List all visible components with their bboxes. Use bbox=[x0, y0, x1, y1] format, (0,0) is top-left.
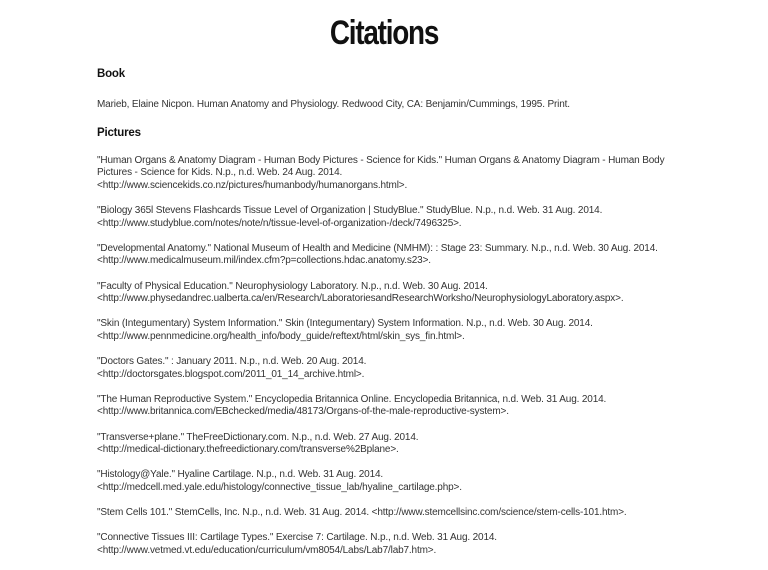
citation-text: "Skin (Integumentary) System Information." Skin (Integumentary) System Information. N.p., n.d. Web. 30 Aug. 2014. bbox=[97, 318, 593, 330]
citation-url: <http://medcell.med.yale.edu/histology/connective_tissue_lab/hyaline_cartilage.php>. bbox=[97, 482, 462, 494]
picture-citation bbox=[97, 532, 682, 557]
citations-content bbox=[97, 68, 682, 570]
citation-url: <http://www.physedandrec.ualberta.ca/en/Research/LaboratoriesandResearchWorksho/NeurophysiologyLaboratory.aspx>. bbox=[97, 293, 624, 305]
citation-text: "Developmental Anatomy." National Museum of Health and Medicine (NMHM): : Stage 23: Summary. N.p., n.d. Web. 30 Aug. 2014. <http://www.medicalmuseum.mil/index.cfm?p=collections.hdac.anatomy.s23>. bbox=[97, 242, 658, 267]
picture-citation bbox=[97, 281, 682, 306]
picture-citation bbox=[97, 243, 682, 268]
picture-citation bbox=[97, 205, 682, 230]
citation-text: "Histology@Yale." Hyaline Cartilage. N.p., n.d. Web. 31 Aug. 2014. bbox=[97, 469, 384, 481]
picture-citation bbox=[97, 356, 682, 381]
citation-url: <http://www.britannica.com/EBchecked/media/48173/Organs-of-the-male-reproductive-system>. bbox=[97, 406, 509, 418]
pictures-heading: Pictures bbox=[97, 126, 141, 139]
picture-citation bbox=[97, 318, 682, 343]
picture-citation bbox=[97, 155, 682, 193]
citation-text: "Faculty of Physical Education." Neurophysiology Laboratory. N.p., n.d. Web. 30 Aug. 2014. bbox=[97, 280, 488, 292]
citation-url: <http://medical-dictionary.thefreedictionary.com/transverse%2Bplane>. bbox=[97, 444, 399, 456]
book-citation: Marieb, Elaine Nicpon. Human Anatomy and Physiology. Redwood City, CA: Benjamin/Cummings, 1995. Print. bbox=[97, 99, 570, 110]
citation-text: "Connective Tissues III: Cartilage Types." Exercise 7: Cartilage. N.p., n.d. Web. 31 Aug. 2014. bbox=[97, 532, 497, 544]
page-title: Citations bbox=[329, 14, 439, 52]
citation-url: <http://doctorsgates.blogspot.com/2011_01_14_archive.html>. bbox=[97, 368, 365, 380]
citation-url: <http://www.vetmed.vt.edu/education/curriculum/vm8054/Labs/Lab7/lab7.htm>. bbox=[97, 545, 437, 556]
picture-citation bbox=[97, 394, 682, 419]
picture-citation-list bbox=[97, 155, 682, 558]
citation-text: "The Human Reproductive System." Encyclopedia Britannica Online. Encyclopedia Britannica, n.d. Web. 31 Aug. 2014. bbox=[97, 393, 607, 405]
citation-text: "Biology 365l Stevens Flashcards Tissue Level of Organization | StudyBlue." StudyBlue. N.p., n.d. Web. 31 Aug. 2014. bbox=[97, 204, 603, 216]
citation-url: <http://www.sciencekids.co.nz/pictures/humanbody/humanorgans.html>. bbox=[97, 179, 408, 191]
picture-citation bbox=[97, 432, 682, 457]
citation-text: "Transverse+plane." TheFreeDictionary.com. N.p., n.d. Web. 27 Aug. 2014. bbox=[97, 431, 419, 443]
picture-citation bbox=[97, 469, 682, 494]
citation-url: <http://www.pennmedicine.org/health_info/body_guide/reftext/html/skin_sys_fin.html>. bbox=[97, 330, 465, 342]
citation-text: "Doctors Gates." : January 2011. N.p., n.d. Web. 20 Aug. 2014. bbox=[97, 356, 367, 368]
citation-url: <http://www.studyblue.com/notes/note/n/tissue-level-of-organization-/deck/7496325>. bbox=[97, 217, 462, 229]
citation-text: "Stem Cells 101." StemCells, Inc. N.p., n.d. Web. 31 Aug. 2014. <http://www.stemcellsinc.com/science/stem-cells-101.htm>. bbox=[97, 507, 627, 519]
book-heading: Book bbox=[97, 68, 125, 80]
picture-citation bbox=[97, 507, 682, 520]
citation-text: "Human Organs & Anatomy Diagram - Human Body Pictures - Science for Kids." Human Organs & Anatomy Diagram - Human Body Pictures - Science for Kids. N.p., n.d. Web. 24 Aug. 2014. bbox=[97, 154, 665, 179]
